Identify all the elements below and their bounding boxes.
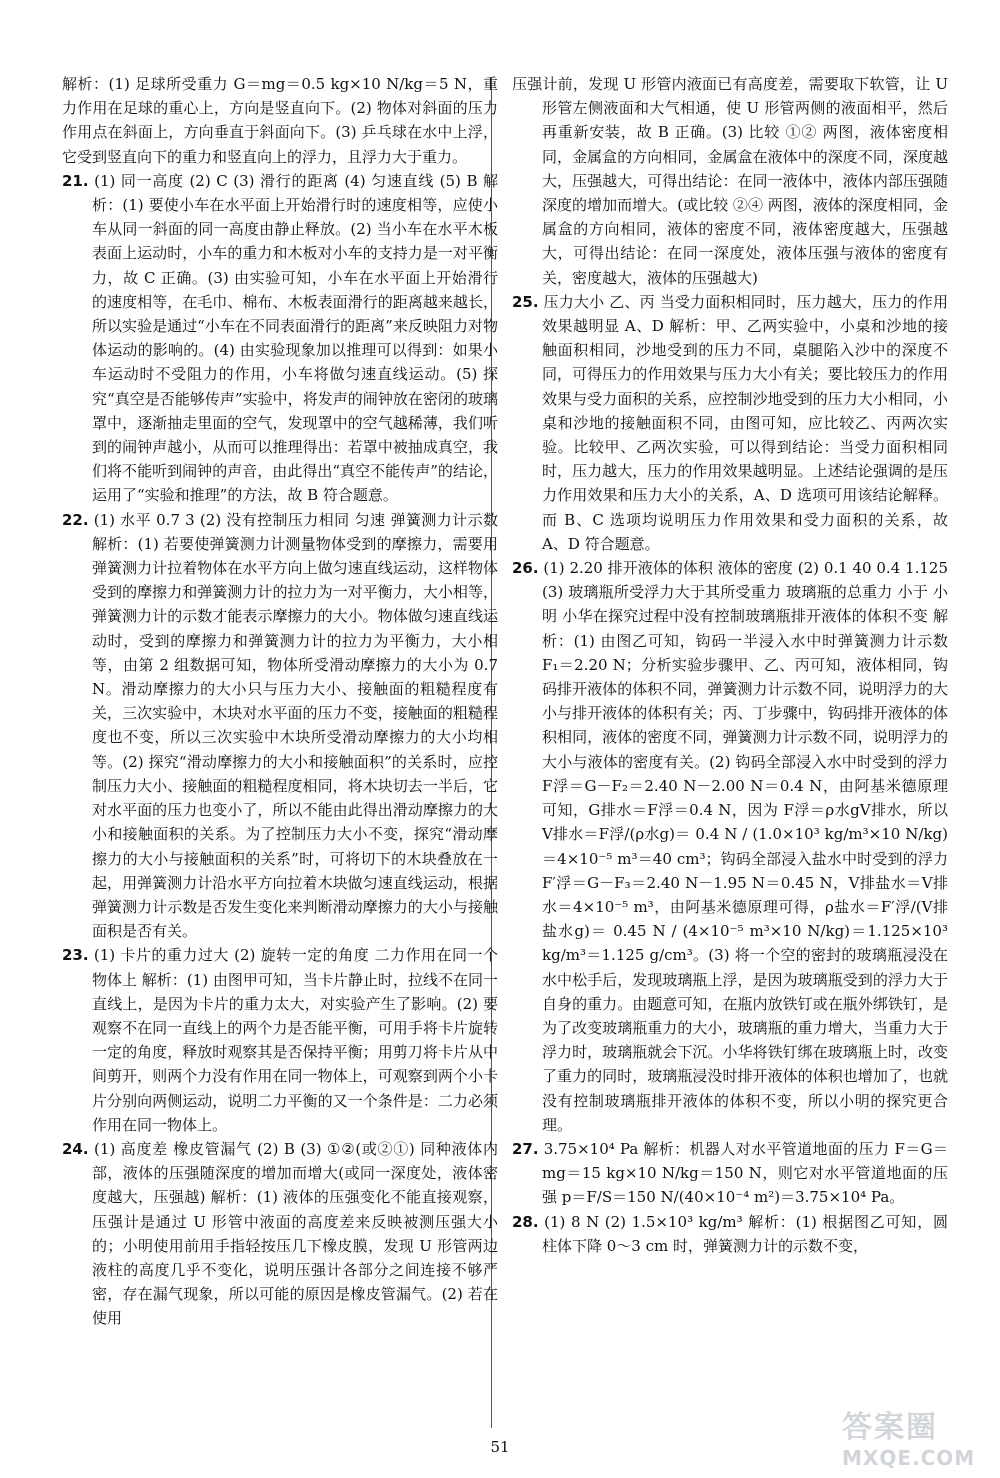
answer-25-text: 压力大小 乙、丙 当受力面积相同时，压力越大，压力的作用效果越明显 A、D 解析：甲、乙两实验中，小桌和沙地的接触面积相同，沙地受到的压力不同，桌腿陷入沙中的深度不同，可得压力的作用效果与压力大小有关；要比较压力的作用效果与受力面积的关系，应控制沙地受到的压力大小相同，小桌和沙地的接触面积不同，由图可知，应比较乙、丙两次实验。比较甲、乙两次实验，可以得到结论：当受力面积相同时，压力越大，压力的作用效果越明显。上述结论强调的是压力作用效果和压力大小的关系，A、D 选项可用该结论解释。而 B、C 选项均说明压力作用效果和受力面积的关系，故 A、D 符合题意。: [542, 292, 948, 553]
answer-28-text: (1) 8 N (2) 1.5×10³ kg/m³ 解析：(1) 根据图乙可知，圆柱体下降 0～3 cm 时，弹簧测力计的示数不变，: [542, 1212, 948, 1255]
answer-23-text: (1) 卡片的重力过大 (2) 旋转一定的角度 二力作用在同一个物体上 解析：(1) 由图甲可知，当卡片静止时，拉线不在同一直线上，是因为卡片的重力太大，对实验产生了影响。(2) 要观察不在同一直线上的两个力是否能平衡，可用手将卡片旋转一定的角度，释放时观察其是否保持平衡；用剪刀将卡片从中间剪开，则两个力没有作用在同一物体上，可观察到两个小卡片分别向两侧运动，说明二力平衡的又一个条件是：二力必须作用在同一物体上。: [92, 946, 498, 1134]
question-number-28: 28.: [512, 1212, 539, 1231]
question-number-23: 23.: [62, 946, 89, 965]
answer-intro: [62, 72, 498, 169]
watermark-logo: [842, 1402, 982, 1468]
answer-22: [62, 508, 498, 944]
watermark-bottom-text: MXQE.COM: [842, 1446, 976, 1470]
answer-21-text: (1) 同一高度 (2) C (3) 滑行的距离 (4) 匀速直线 (5) B 解析：(1) 要使小车在水平面上开始滑行时的速度相等，应使小车从同一斜面的同一高度由静止释放。(2) 当小车在水平木板表面上运动时，小车的重力和木板对小车的支持力是一对平衡力，故 C 正确。(3) 由实验可知，小车在水平面上开始滑行的速度相等，在毛巾、棉布、木板表面滑行的距离越来越长，所以实验是通过“小车在不同表面滑行的距离”来反映阻力对物体运动的影响的。(4) 由实验现象加以推理可以得到：如果小车运动时不受阻力的作用，小车将做匀速直线运动。(5) 探究“真空是否能够传声”实验中，将发声的闹钟放在密闭的玻璃罩中，逐渐抽走里面的空气，发现罩中的空气越稀薄，我们听到的闹钟声越小，从而可以推理得出：若罩中被抽成真空，我们将不能听到闹钟的声音，由此得出“真空不能传声”的结论，运用了“实验和推理”的方法，故 B 符合题意。: [92, 171, 498, 505]
right-column: [512, 72, 948, 1258]
answer-26-text-b: 0.4 N / (1.0×10³ kg/m³×10 N/kg)＝4×10⁻⁵ m³＝40 cm³；钩码全部浸入盐水中时受到的浮力 F′浮＝G－F₃＝2.40 N－1.95 N＝0.45 N，V排盐水＝V排水＝4×10⁻⁵ m³，由阿基米德原理可得，ρ盐水＝F′浮/(V排盐水g)＝: [542, 825, 948, 941]
answer-27-text: 3.75×10⁴ Pa 解析：机器人对水平管道地面的压力 F＝G＝mg＝15 kg×10 N/kg＝150 N，则它对水平管道地面的压强 p＝F/S＝150 N/(40×10⁻⁴ m²)＝3.75×10⁴ Pa。: [542, 1139, 948, 1207]
answer-23: [62, 943, 498, 1137]
question-number-22: 22.: [62, 510, 89, 529]
answer-24-continued: [512, 72, 948, 290]
answer-25: [512, 290, 948, 556]
answer-28: [512, 1210, 948, 1258]
answer-21: [62, 169, 498, 508]
question-number-24: 24.: [62, 1139, 89, 1158]
answer-27: [512, 1137, 948, 1210]
answer-24-continued-text: 压强计前，发现 U 形管内液面已有高度差，需要取下软管，让 U 形管左侧液面和大气相通，使 U 形管两侧的液面相平，然后再重新安装，故 B 正确。(3) 比较 ①② 两图，液体密度相同，金属盒的方向相同，金属盒在液体中的深度不同，深度越大，压强越大，可得出结论：在同一液体中，液体内部压强随深度的增加而增大。(或比较 ②④ 两图，液体的深度相同，金属盒的方向相同，液体的密度不同，液体密度越大，压强越大，可得出结论：在同一深度处，液体压强与液体的密度有关，密度越大，液体的压强越大): [512, 75, 948, 287]
question-number-21: 21.: [62, 171, 89, 190]
answer-24-text: (1) 高度差 橡皮管漏气 (2) B (3) ①②(或②①) 同种液体内部，液体的压强随深度的增加而增大(或同一深度处，液体密度越大，压强越) 解析：(1) 液体的压强变化不能直接观察，压强计是通过 U 形管中液面的高度差来反映被测压强大小的；小明使用前用手指轻按压几下橡皮膜，发现 U 形管两边液柱的高度几乎不变化，说明压强计各部分之间连接不够严密，存在漏气现象，所以可能的原因是橡皮管漏气。(2) 若在使用: [92, 1139, 498, 1328]
left-column: [62, 72, 498, 1331]
page-number: 51: [490, 1438, 510, 1456]
question-number-26: 26.: [512, 559, 539, 578]
answer-intro-text: 解析：(1) 足球所受重力 G＝mg＝0.5 kg×10 N/kg＝5 N，重力作用在足球的重心上，方向是竖直向下。(2) 物体对斜面的压力作用点在斜面上，方向垂直于斜面向下。(3) 乒乓球在水中上浮，它受到竖直向下的重力和竖直向上的浮力，且浮力大于重力。: [62, 75, 498, 166]
answer-26-text-a: (1) 2.20 排开液体的体积 液体的密度 (2) 0.1 40 0.4 1.125 (3) 玻璃瓶所受浮力大于其所受重力 玻璃瓶的总重力 小于 小明 小华在探究过程中没有控制玻璃瓶排开液体的体积不变 解析：(1) 由图乙可知，钩码一半浸入水中时弹簧测力计示数 F₁＝2.20 N；分析实验步骤甲、乙、丙可知，液体相同，钩码排开液体的体积不同，弹簧测力计示数不同，说明浮力的大小与排开液体的体积有关；丙、丁步骤中，钩码排开液体的体积相同，液体的密度不同，弹簧测力计示数不同，说明浮力的大小与液体的密度有关。(2) 钩码全部浸入水中时受到的浮力 F浮＝G－F₂＝2.40 N－2.00 N＝0.4 N，由阿基米德原理可知，G排水＝F浮＝0.4 N，因为 F浮＝ρ水gV排水，所以 V排水＝F浮/(ρ水g)＝: [542, 559, 948, 844]
answer-26-text-c: 0.45 N / (4×10⁻⁵ m³×10 N/kg)＝1.125×10³ kg/m³＝1.125 g/cm³。(3) 将一个空的密封的玻璃瓶浸没在水中松手后，发现玻璃瓶上浮，是因为玻璃瓶受到的浮力大于自身的重力。由题意可知，在瓶内放铁钉或在瓶外绑铁钉，是为了改变玻璃瓶重力的大小，玻璃瓶的重力增大，当重力大于浮力时，玻璃瓶就会下沉。小华将铁钉绑在玻璃瓶上时，改变了重力的同时，玻璃瓶浸没时排开液体的体积也增加了，也就没有控制玻璃瓶排开液体的体积不变，所以小明的探究更合理。: [542, 922, 948, 1134]
question-number-25: 25.: [512, 292, 539, 311]
question-number-27: 27.: [512, 1139, 539, 1158]
answer-24: [62, 1137, 498, 1331]
answer-22-text: (1) 水平 0.7 3 (2) 没有控制压力相同 匀速 弹簧测力计示数 解析：(1) 若要使弹簧测力计测量物体受到的摩擦力，需要用弹簧测力计拉着物体在水平方向上做匀速直线运动，这样物体受到的摩擦力和弹簧测力计的拉力为一对平衡力，大小相等，弹簧测力计的示数才能表示摩擦力的大小。物体做匀速直线运动时，受到的摩擦力和弹簧测力计的拉力为平衡力，大小相等，由第 2 组数据可知，物体所受滑动摩擦力的大小为 0.7 N。滑动摩擦力的大小只与压力大小、接触面的粗糙程度有关，三次实验中，木块对水平面的压力不变，接触面的粗糙程度也不变，所以三次实验中木块所受滑动摩擦力的大小均相等。(2) 探究“滑动摩擦力的大小和接触面积”的关系时，应控制压力大小、接触面的粗糙程度相同，将木块切去一半后，它对水平面的压力也变小了，所以不能由此得出滑动摩擦力的大小和接触面积的关系。为了控制压力大小不变，探究“滑动摩擦力的大小与接触面积的关系”时，可将切下的木块叠放在一起，用弹簧测力计沿水平方向拉着木块做匀速直线运动，根据弹簧测力计示数是否发生变化来判断滑动摩擦力的大小与接触面积是否有关。: [92, 510, 498, 941]
watermark-top-text: 答案圈: [842, 1410, 938, 1445]
answer-26: [512, 556, 948, 1137]
